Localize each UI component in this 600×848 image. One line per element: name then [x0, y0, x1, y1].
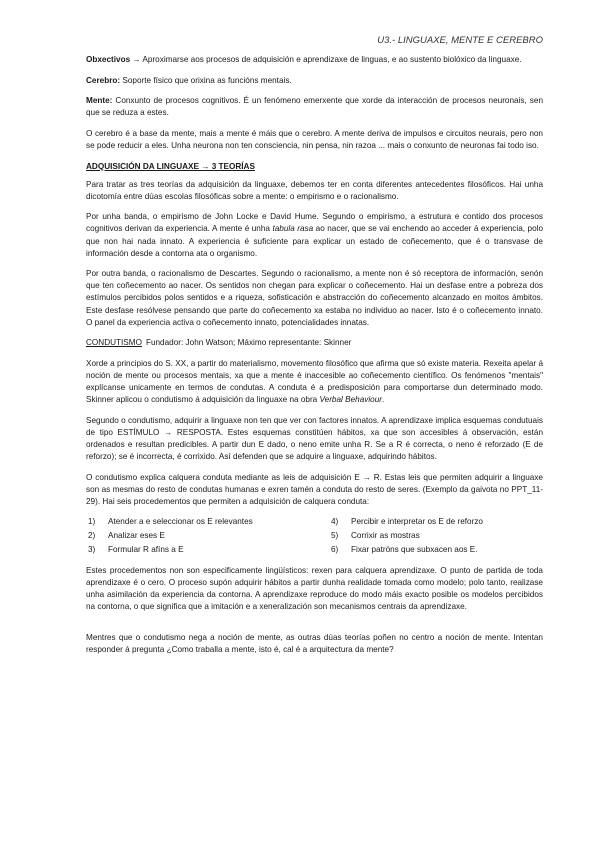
mind-text: Conxunto de procesos cognitivos. É un fenómeno emerxente que xorde da interacción de procesos neuronais, sen que se reduza a estes.: [86, 96, 543, 118]
procedure-item: [329, 544, 483, 556]
procedure-number: 3): [88, 544, 96, 554]
rationalism-paragraph: Por outra banda, o racionalismo de Descartes. Segundo o racionalismo, a mente non é só receptora de información, senón que ten coñecemento ao nacer. Os sentidos non chegan para explicar o coñecemento. Hai un desfase entre a pobreza dos estímulos percibidos polos sentidos e a riqueza, sofisticación e abstracción do coñecemento alcanzado en moitos ámbitos. Este desfase resólvese pensando que parte do coñecemento xa estaba no individuo ao nacer. Isto é o coñecemento innato. O panel da experiencia activa o coñecemento innato, potencialidades innatas.: [86, 269, 543, 327]
behaviorism-p1-text-b: .: [382, 395, 385, 405]
behaviorism-paragraph-2: Segundo o condutismo, adquirir a linguaxe non ten que ver con factores innatos. A aprendizaxe implica esquemas condutuais de tipo ESTÍMULO → RESPOSTA. Estes esquemas constitúen hábitos, xa que son accesibles á observación, están ordenados e resultan predicibles. A partir dun E dado, o neno emite unha R. Se a R é correcta, o neno é reforzado (E de reforzo); se é incorrecta, é corrixido. Así defenden que se adquire a linguaxe, adquirindo hábitos.: [86, 415, 543, 461]
procedure-text: Analizar eses E: [108, 530, 165, 540]
section-heading: ADQUISICIÓN DA LINGUAXE → 3 TEORÍAS: [86, 161, 255, 171]
objectives-text: → Aproximarse aos procesos de adquisición e aprendizaxe de linguas, e ao sustento biolóxico da linguaxe.: [130, 55, 522, 64]
behaviorism-heading: [86, 337, 543, 349]
procedure-item: [329, 530, 483, 542]
procedure-text: Corrixir as mostras: [351, 530, 420, 540]
behaviorism-paragraph-3: O condutismo explica calquera conduta mediante as leis de adquisición E → R. Estas leis que permiten adquirir a linguaxe son as mesmas do resto de condutas humanas e exren tamén a conduta do resto de seres. (Exemplo da gaivota no PPT_11-29). Hai seis procedementos que permiten a adquisición de calquera conduta:: [86, 472, 543, 506]
procedures-column-left: [86, 516, 329, 557]
procedure-text: Fixar patróns que subxacen aos E.: [351, 544, 478, 554]
behaviorism-meta: Fundador: John Watson; Máximo representante: Skinner: [145, 338, 352, 348]
brain-mind-paragraph: O cerebro é a base da mente, mais a mente é máis que o cerebro. A mente deriva de impulsos e circuitos neurais, pero non se pode reducir a eles. Unha neurona non ten consciencia, nin pensa, nin razoa ... mais o conxunto de neuronas fai todo iso.: [86, 128, 543, 150]
procedure-item: [86, 516, 329, 528]
document-body: [86, 54, 543, 665]
procedure-number: 5): [331, 530, 339, 540]
mind-definition: [86, 95, 543, 119]
procedure-number: 6): [331, 544, 339, 554]
procedure-number: 4): [331, 517, 339, 527]
procedure-text: Formular R afíns a E: [108, 544, 184, 554]
behaviorism-p1-italic: Verbal Behaviour: [319, 395, 383, 405]
procedure-text: Percibir e interpretar os E de reforzo: [351, 517, 483, 527]
procedure-item: [86, 544, 329, 556]
procedure-number: 1): [88, 517, 96, 527]
behaviorism-paragraph-4: Estes procedementos non son especificamente lingüísticos: rexen para calquera aprendizaxe. O punto de partida de toda aprendizaxe é o cero. O proceso supón adquirir hábitos a partir dunha realidade tomada como modelo; polo tanto, realizase unha asimilación da experiencia da contorna. A aprendizaxe reproduce do modo máis exacto posible os modelos percibidos na contorna, o que significa que a imitación e a xeneralización son mecanismos centrais da aprendizaxe.: [86, 566, 543, 612]
page-header: U3.- LINGUAXE, MENTE E CEREBRO: [377, 35, 543, 46]
empiricism-italic: tabula rasa: [272, 224, 314, 234]
behaviorism-paragraph-1: [86, 358, 543, 406]
spacer: [86, 622, 543, 632]
empiricism-paragraph: [86, 211, 543, 259]
brain-text: Soporte físico que orixina as funcións mentais.: [120, 75, 292, 85]
behaviorism-title: CONDUTISMO: [86, 338, 142, 348]
behaviorism-p1-text-a: Xorde a principios do S. XX, a partir do materialismo, movemento filosófico que afirma que só existe materia. Rexeita apelar á noción de mente ou procesos mentais, xa que a mente é inaccesible ao coñecemento científico. Os fenómenos "mentais" explícanse unicamente en termos de condutas. A conduta é a predisposición para comportarse dun determinado modo. Skinner aplicou o condutismo á adquisición da linguaxe na obra: [86, 358, 543, 405]
procedure-text: Atender a e seleccionar os E relevantes: [108, 517, 253, 527]
intro-paragraph: Para tratar as tres teorías da adquisición da linguaxe, debemos ter en conta diferentes antecedentes filosóficos. Hai unha dicotomía entre dúas escolas filosóficas sobre a mente: o empirismo e o racionalismo.: [86, 179, 543, 201]
objectives-paragraph: [86, 54, 543, 66]
brain-label: Cerebro:: [86, 75, 121, 85]
empiricism-text-a: Por unha banda, o empirismo de John Locke e David Hume. Segundo o empirismo, a estrutura e contido dos procesos cognitivos derivan da experiencia. A mente é unha: [86, 212, 543, 234]
empiricism-text-b: ao nacer, que se vai enchendo ao acceder á experiencia, polo que non hai nada innato. A experiencia é suficiente para explicar un estado de coñecemento, que é o transvase de información desde a contorna ata o organismo.: [86, 224, 543, 258]
mind-label: Mente:: [86, 96, 113, 106]
procedures-list: [86, 516, 543, 557]
behaviorism-paragraph-5: Mentres que o condutismo nega a noción de mente, as outras dúas teorías poñen no centro a noción de mente. Intentan responder á pregunta ¿Como traballa a mente, isto é, cal é a arquitectura da mente?: [86, 632, 543, 655]
procedure-item: [329, 516, 483, 528]
brain-definition: [86, 75, 543, 87]
objectives-label: Obxectivos: [86, 55, 131, 64]
procedures-column-right: [329, 516, 483, 557]
procedure-item: [86, 530, 329, 542]
procedure-number: 2): [88, 530, 96, 540]
